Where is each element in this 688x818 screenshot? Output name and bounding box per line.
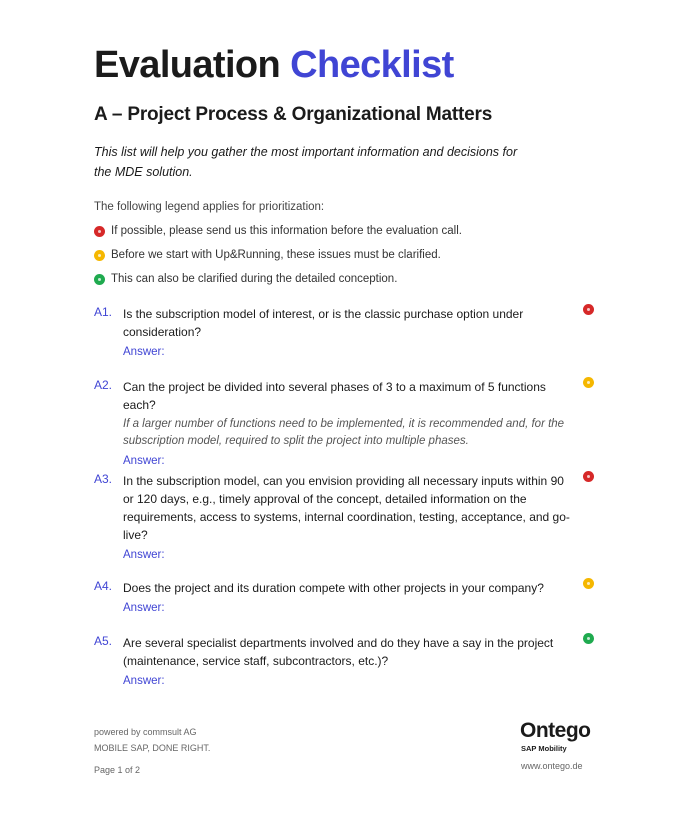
legend-item-red: [94, 225, 462, 237]
green-priority-dot-icon: [94, 274, 105, 285]
question-a5: [94, 634, 574, 687]
answer-field[interactable]: Answer:: [123, 602, 165, 614]
question-a4: [94, 579, 574, 614]
answer-field[interactable]: Answer:: [123, 675, 165, 687]
question-text: Are several specialist departments involved and do they have a say in the project (maintenance, service staff, subcontractors, etc.)?: [123, 636, 554, 668]
legend-intro: The following legend applies for prioritization:: [94, 201, 325, 213]
section-heading: A – Project Process & Organizational Matters: [94, 104, 493, 125]
question-a2: [94, 378, 574, 467]
question-number: A2.: [94, 378, 113, 392]
yellow-priority-dot-icon: [583, 377, 594, 388]
yellow-priority-dot-icon: [94, 250, 105, 261]
title-main: Evaluation: [94, 44, 281, 86]
question-text: In the subscription model, can you envision providing all necessary inputs within 90 or 120 days, e.g., timely approval of the concept, detailed information on the requirements, access to systems, internal coordination, testing, acceptance, and go-live?: [123, 474, 570, 542]
red-priority-dot-icon: [583, 304, 594, 315]
question-text: Is the subscription model of interest, or is the classic purchase option under consideration?: [123, 307, 524, 339]
answer-field[interactable]: Answer:: [123, 455, 165, 467]
page-number: Page 1 of 2: [94, 765, 141, 775]
question-text: Can the project be divided into several phases of 3 to a maximum of 5 functions each?: [123, 380, 546, 412]
yellow-priority-dot-icon: [583, 578, 594, 589]
question-a3: [94, 472, 574, 561]
question-number: A4.: [94, 579, 113, 593]
title-accent: Checklist: [290, 44, 454, 86]
question-number: A5.: [94, 634, 113, 648]
question-number: A3.: [94, 472, 113, 486]
question-number: A1.: [94, 305, 113, 319]
website-link[interactable]: www.ontego.de: [521, 761, 583, 771]
intro-text: This list will help you gather the most important information and decisions for the MDE solution.: [94, 145, 518, 179]
green-priority-dot-icon: [583, 633, 594, 644]
legend-item-green: [94, 273, 397, 285]
red-priority-dot-icon: [94, 226, 105, 237]
question-text: Does the project and its duration compete with other projects in your company?: [123, 581, 544, 595]
logo-subtitle: SAP Mobility: [521, 744, 567, 753]
legend-text: Before we start with Up&Running, these issues must be clarified.: [111, 249, 441, 261]
page-title: [94, 44, 454, 87]
red-priority-dot-icon: [583, 471, 594, 482]
legend-text: This can also be clarified during the detailed conception.: [111, 273, 398, 285]
answer-field[interactable]: Answer:: [123, 549, 165, 561]
answer-field[interactable]: Answer:: [123, 346, 165, 358]
legend-text: If possible, please send us this information before the evaluation call.: [111, 225, 462, 237]
question-note: If a larger number of functions need to be implemented, it is recommended and, for the subscription model, required to split the project into multiple phases.: [123, 418, 565, 447]
ontego-logo: Ontego: [520, 719, 591, 742]
legend-item-yellow: [94, 249, 441, 261]
question-a1: [94, 305, 574, 358]
tagline-text: MOBILE SAP, DONE RIGHT.: [94, 743, 211, 753]
powered-by-text: powered by commsult AG: [94, 727, 197, 737]
footer-company: [94, 724, 210, 756]
